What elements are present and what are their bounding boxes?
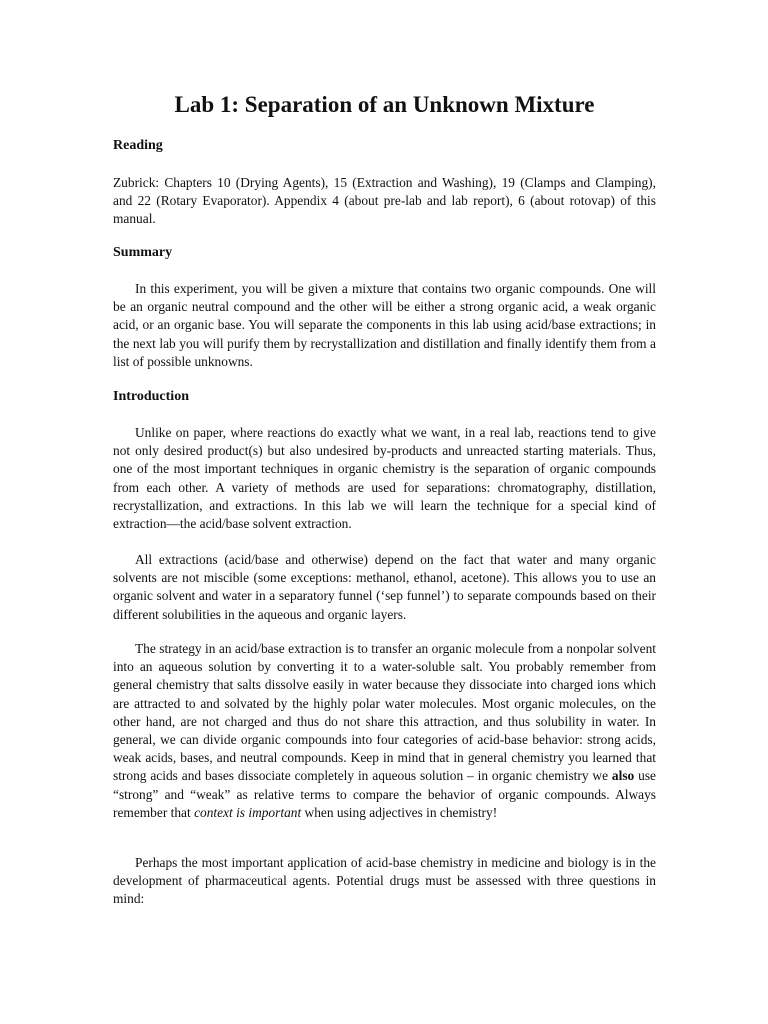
intro-p3-text-c: when using adjectives in chemistry! xyxy=(301,804,498,820)
intro-p3-italic-context: context is important xyxy=(194,804,302,820)
introduction-paragraph-1: Unlike on paper, where reactions do exactly what we want, in a real lab, reactions tend to give not only desired product(s) but also undesired by-products and unreacted starting materials. Thus, one of the most important techniques in organic chemistry is the separation of organic compounds from each other. A variety of methods are used for separations: chromatography, distillation, recrystallization, and extractions. In this lab we will learn the technique for a special kind of extraction—the acid/base solvent extraction. xyxy=(113,425,656,532)
reading-paragraph: Zubrick: Chapters 10 (Drying Agents), 15 (Extraction and Washing), 19 (Clamps and Clamping), and 22 (Rotary Evaporator). Appendix 4 (about pre-lab and lab report), 6 (about rotovap) of this manual. xyxy=(113,175,656,227)
intro-p3-bold-also: also xyxy=(611,768,635,784)
page-title: Lab 1: Separation of an Unknown Mixture xyxy=(174,92,595,117)
intro-p3-text-a: The strategy in an acid/base extraction is to transfer an organic molecule from a nonpolar solvent into an aqueous solution by converting it to a water-soluble salt. You probably remember from general chemistry that salts dissolve easily in water because they dissociate into charged ions which are attracted to and solvated by the highly polar water molecules. Most organic molecules, on the other hand, are not charged and thus do not share this attraction, and thus solubility in water. In general, we can divide organic compounds into four categories of acid-base behavior: strong acids, weak acids, bases, and neutral compounds. Keep in mind that in general chemistry you learned that strong acids and bases dissociate completely in aqueous solution – in organic chemistry we xyxy=(113,641,656,784)
introduction-heading: Introduction xyxy=(113,389,189,404)
introduction-paragraph-4: Perhaps the most important application of acid-base chemistry in medicine and biology is in the development of pharmaceutical agents. Potential drugs must be assessed with three questions in mind: xyxy=(113,855,656,907)
reading-heading: Reading xyxy=(113,138,163,153)
summary-paragraph: In this experiment, you will be given a mixture that contains two organic compounds. One will be an organic neutral compound and the other will be either a strong organic acid, a weak organic acid, or an organic base. You will separate the components in this lab using acid/base extractions; in the next lab you will purify them by recrystallization and distillation and finally identify them from a list of possible unknowns. xyxy=(113,281,656,369)
intro-p3-text-b: use “strong” and “weak” as relative terms to compare the behavior of organic compounds. Always remember that xyxy=(113,768,656,820)
introduction-paragraph-2: All extractions (acid/base and otherwise) depend on the fact that water and many organic solvents are not miscible (some exceptions: methanol, ethanol, acetone). This allows you to use an organic solvent and water in a separatory funnel (‘sep funnel’) to separate compounds based on their different solubilities in the aqueous and organic layers. xyxy=(113,552,656,622)
introduction-paragraph-3 xyxy=(113,640,656,822)
summary-heading: Summary xyxy=(113,245,173,260)
